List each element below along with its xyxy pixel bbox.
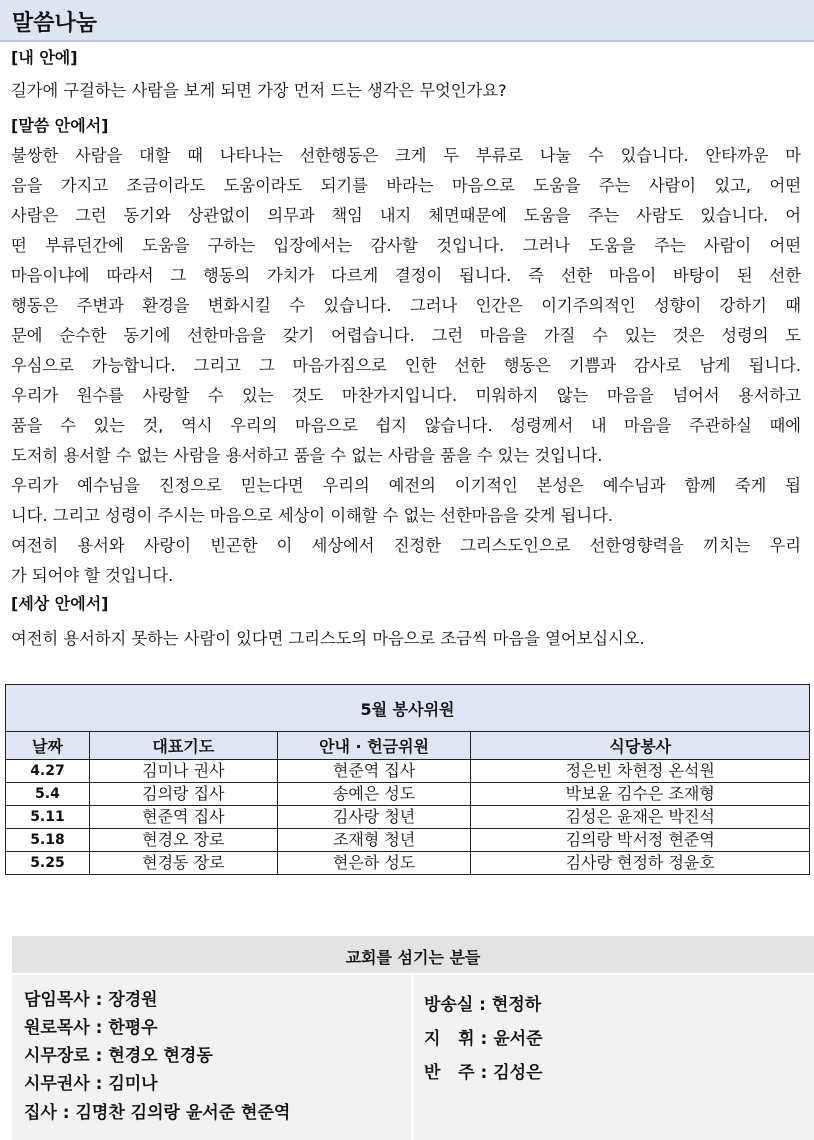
cell-usher: 조재형 청년 [277,829,471,852]
word-heading: [말씀 안에서] [11,116,109,135]
cell-date: 5.18 [6,829,90,852]
volunteer-schedule-table [5,684,810,875]
schedule-caption: 5월 봉사위원 [6,685,810,732]
cell-usher: 현은하 성도 [277,852,471,875]
word-line: 도저히 용서할 수 없는 사람을 용서하고 품을 수 없는 사람을 품을 수 있는 것입니다. [11,446,603,465]
cell-kitchen: 박보윤 김수은 조재형 [471,783,810,806]
cell-kitchen: 김사랑 현정하 정윤호 [471,852,810,875]
word-line: 음을 가지고 조금이라도 도움이라도 되기를 바라는 마음으로 도움을 주는 사람이 있고, 어떤 [11,176,801,195]
word-line: 문에 순수한 동기에 선한마음을 갖기 어렵습니다. 그런 마음을 가질 수 있는 것은 성령의 도 [11,326,801,345]
cell-prayer: 현경동 장로 [89,852,277,875]
cell-usher: 김사랑 청년 [277,806,471,829]
word-line: 가 되어야 할 것입니다. [11,566,174,585]
cell-kitchen: 김의랑 박서정 현준역 [471,829,810,852]
col-header-prayer: 대표기도 [89,732,277,760]
word-line: 사람은 그런 동기와 상관없이 의무과 책임 내지 체면때문에 도움을 주는 사람도 있습니다. 어 [11,206,801,225]
col-header-kitchen: 식당봉사 [471,732,810,760]
table-row [6,760,810,783]
inner-heading: [내 안에] [11,48,78,67]
staff-left-item: 집사 : 김명찬 김의랑 윤서준 현준역 [24,1103,291,1123]
cell-kitchen: 정은빈 차현정 온석원 [471,760,810,783]
word-line: 품을 수 있는 것, 역시 우리의 마음으로 쉽지 않습니다. 성령께서 내 마음을 주관하실 때에 [11,416,801,435]
world-heading: [세상 안에서] [11,594,109,613]
cell-prayer: 김의랑 집사 [89,783,277,806]
staff-right-item: 지 휘 : 윤서준 [424,1029,543,1049]
section-title: 말씀나눔 [12,11,98,36]
cell-date: 5.25 [6,852,90,875]
cell-prayer: 김미나 권사 [89,760,277,783]
cell-date: 5.4 [6,783,90,806]
word-line: 여전히 용서와 사랑이 빈곤한 이 세상에서 진정한 그리스도인으로 선한영향력을 끼치는 우리 [11,536,801,555]
table-row [6,852,810,875]
world-text: 여전히 용서하지 못하는 사람이 있다면 그리스도의 마음으로 조금씩 마음을 열어보십시오. [11,629,645,648]
staff-right-item: 반 주 : 김성은 [424,1063,543,1083]
word-line: 우심으로 가능합니다. 그리고 그 마음가짐으로 인한 선한 행동은 기쁨과 감사로 남게 됩니다. [11,356,801,375]
staff-left-item: 시무권사 : 김미나 [24,1074,158,1094]
inner-question: 길가에 구걸하는 사람을 보게 되면 가장 먼저 드는 생각은 무엇인가요? [11,81,507,100]
word-line: 불쌍한 사람을 대할 때 나타나는 선한행동은 크게 두 부류로 나눌 수 있습니다. 안타까운 마 [11,146,801,165]
table-row [6,806,810,829]
cell-usher: 현준역 집사 [277,760,471,783]
table-row [6,783,810,806]
word-line: 떤 부류던간에 도움을 구하는 입장에서는 감사할 것입니다. 그러나 도움을 주는 사람이 어떤 [11,236,801,255]
cell-prayer: 현준역 집사 [89,806,277,829]
staff-left-item: 시무장로 : 현경오 현경동 [24,1046,213,1066]
church-staff-box [12,936,814,1140]
staff-title: 교회를 섬기는 분들 [345,948,481,967]
staff-left-item: 담임목사 : 장경원 [24,990,158,1010]
staff-header [12,936,814,975]
col-header-usher: 안내 · 헌금위원 [277,732,471,760]
table-row [6,829,810,852]
cell-kitchen: 김성은 윤재은 박진석 [471,806,810,829]
section-title-bar [0,0,814,42]
cell-prayer: 현경오 장로 [89,829,277,852]
col-header-date: 날짜 [6,732,90,760]
word-line: 마음이냐에 따라서 그 행동의 가치가 다르게 결정이 됩니다. 즉 선한 마음이 바탕이 된 선한 [11,266,801,285]
word-line: 우리가 예수님을 진정으로 믿는다면 우리의 예전의 이기적인 본성은 예수님과 함께 죽게 됩 [11,476,801,495]
staff-column-divider [411,975,414,1140]
word-line: 우리가 원수를 사랑할 수 있는 것도 마찬가지입니다. 미워하지 않는 마음을 넘어서 용서하고 [11,386,801,405]
word-line: 니다. 그리고 성령이 주시는 마음으로 세상이 이해할 수 없는 선한마음을 갖게 됩니다. [11,506,614,525]
cell-usher: 송예은 성도 [277,783,471,806]
word-line: 행동은 주변과 환경을 변화시킬 수 있습니다. 그러나 인간은 이기주의적인 성향이 강하기 때 [11,296,801,315]
cell-date: 5.11 [6,806,90,829]
staff-right-item: 방송실 : 현정하 [424,995,542,1015]
cell-date: 4.27 [6,760,90,783]
staff-left-item: 원로목사 : 한평우 [24,1018,158,1038]
